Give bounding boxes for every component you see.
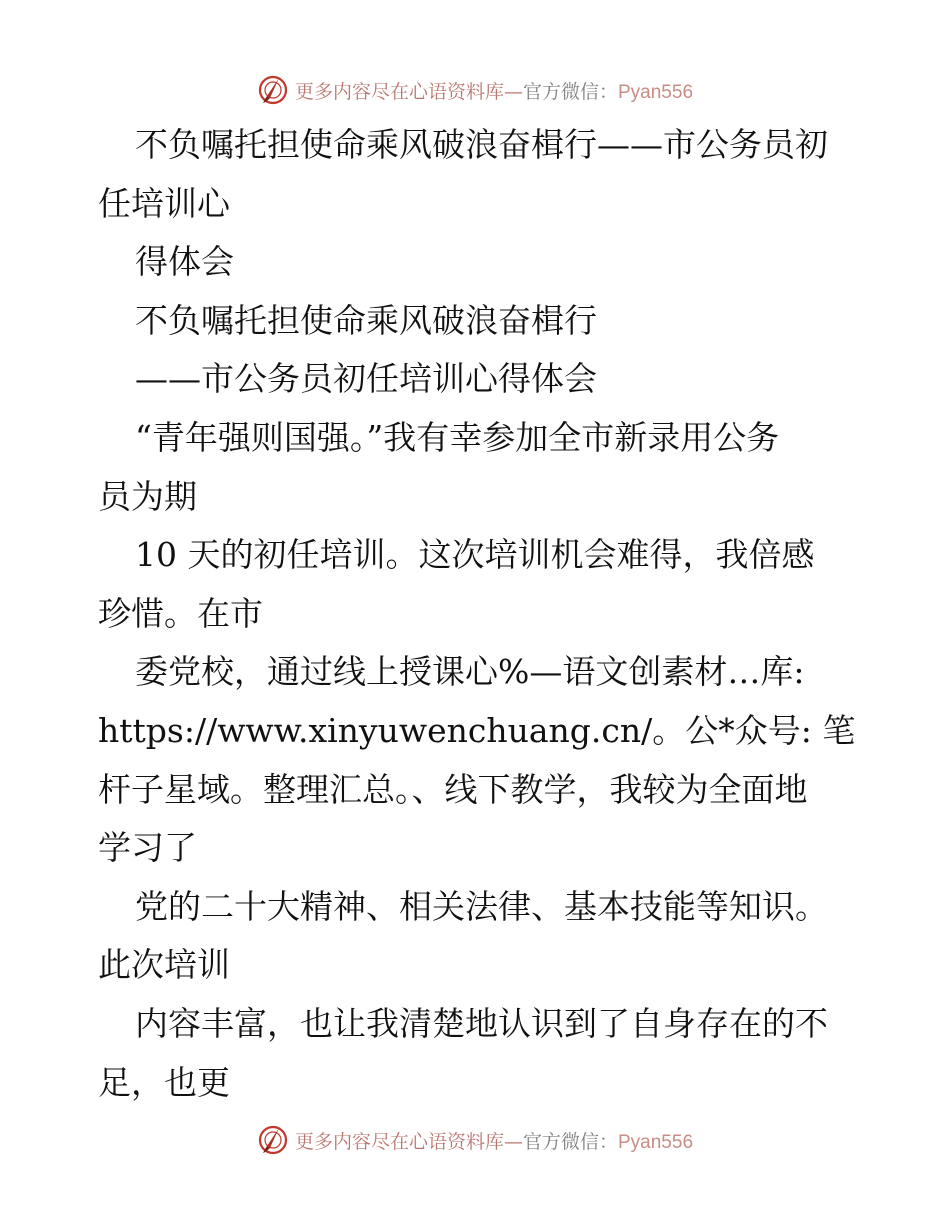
footer-banner-slogan: 更多内容尽在心语资料库—: [294, 1130, 523, 1153]
document-line: 珍惜。在市: [98, 593, 263, 633]
document-line: 员为期: [98, 476, 197, 516]
document-body: [98, 116, 868, 1112]
document-line: 此次培训: [98, 945, 230, 985]
document-line: 10 天的初任培训。这次培训机会难得，我倍感: [135, 535, 815, 575]
document-line: 杆子星域。整理汇总。、线下教学，我较为全面地: [98, 769, 808, 809]
header-banner-wechat-id: Pyan556: [618, 81, 694, 103]
footer-banner-text: [295, 1127, 693, 1154]
document-line: https://www.xinyuwenchuang.cn/。公*众号: 笔: [98, 710, 856, 750]
brush-logo-icon: [257, 74, 289, 106]
footer-banner: [0, 1120, 950, 1160]
header-banner-content: [257, 74, 693, 106]
document-line: 委党校，通过线上授课心%—语文创素材…库:: [135, 652, 805, 692]
header-banner-slogan: 更多内容尽在心语资料库—: [294, 80, 523, 103]
document-line: 得体会: [135, 242, 234, 282]
document-line: 任培训心: [98, 183, 230, 223]
document-line: ——市公务员初任培训心得体会: [135, 359, 597, 399]
brush-logo-icon: [257, 1124, 289, 1156]
header-banner: [0, 70, 950, 110]
footer-banner-content: [257, 1124, 693, 1156]
footer-banner-wechat-id: Pyan556: [618, 1131, 694, 1153]
header-banner-wechat-label: 官方微信：: [522, 80, 618, 103]
document-line: 内容丰富，也让我清楚地认识到了自身存在的不: [135, 1003, 828, 1043]
header-banner-text: [295, 77, 693, 104]
document-line: 学习了: [98, 828, 197, 868]
document-line: 不负嘱托担使命乘风破浪奋楫行——市公务员初: [135, 125, 828, 164]
document-line: 不负嘱托担使命乘风破浪奋楫行: [135, 300, 597, 340]
footer-banner-wechat-label: 官方微信：: [522, 1130, 618, 1153]
document-line: 足，也更: [98, 1062, 230, 1102]
document-line: 党的二十大精神、相关法律、基本技能等知识。: [135, 886, 828, 926]
document-line: “青年强则国强。”我有幸参加全市新录用公务: [135, 417, 780, 457]
